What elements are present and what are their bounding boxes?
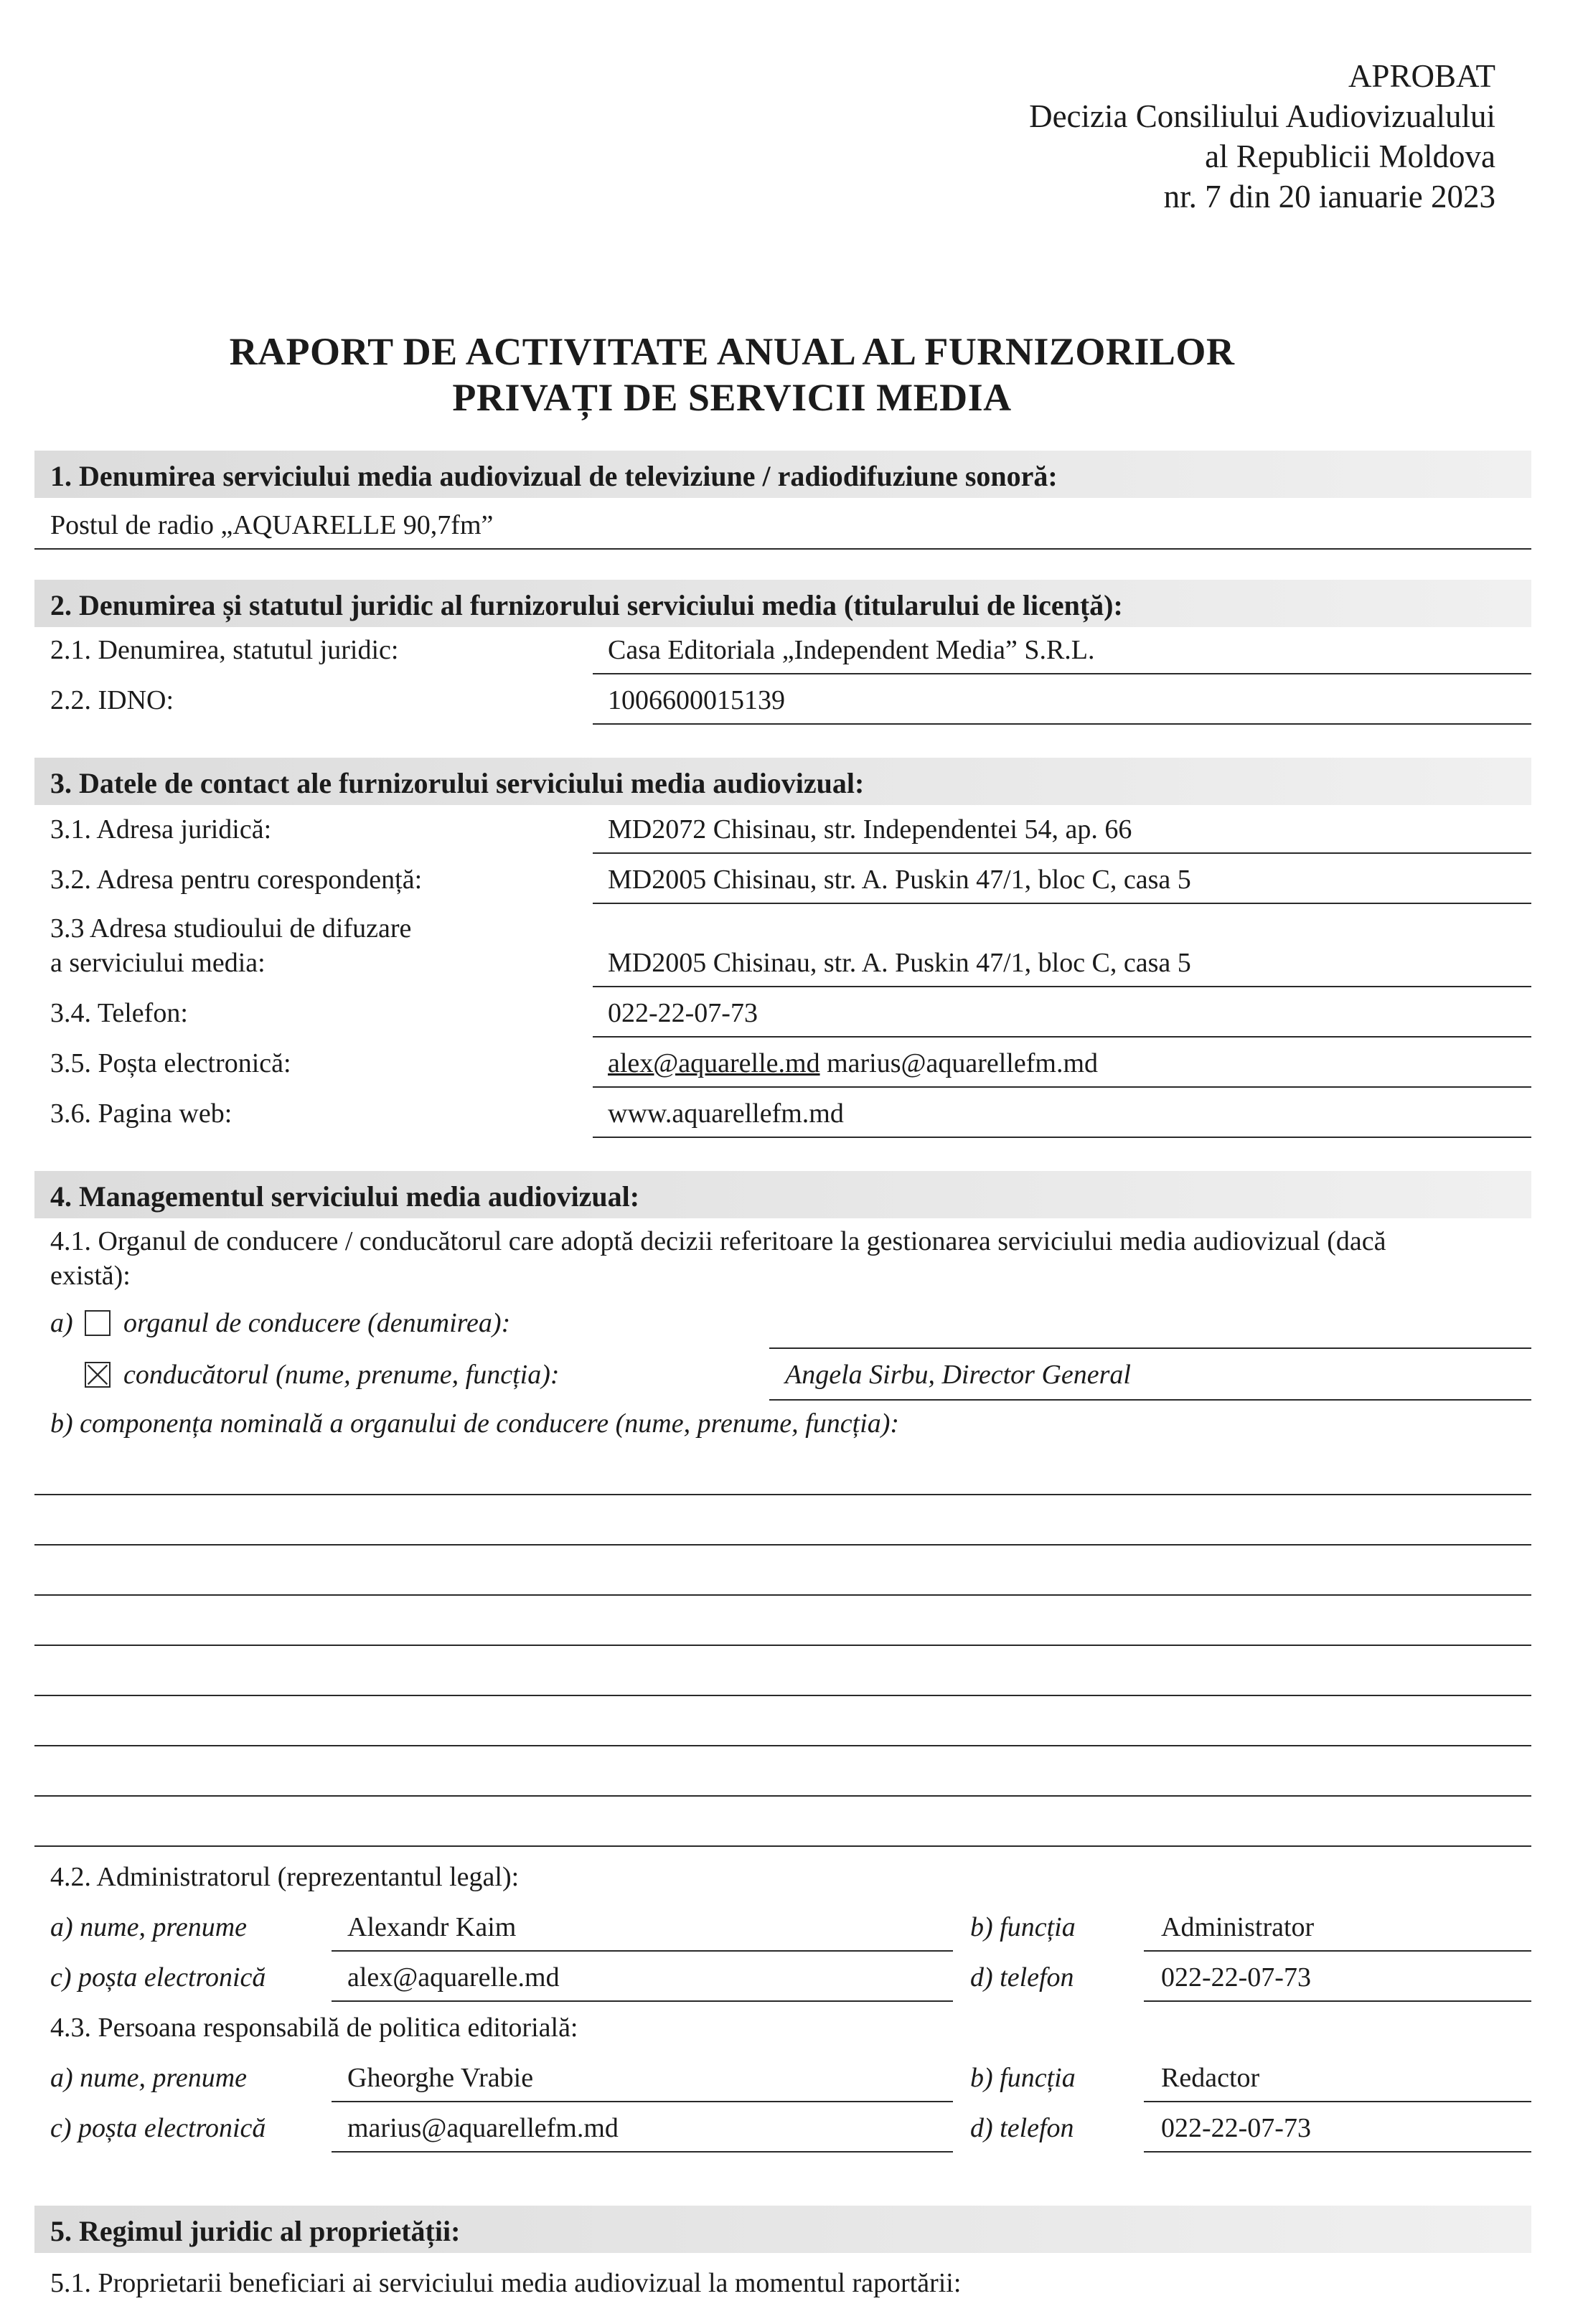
field-line [332, 2101, 953, 2102]
approval-line-4: nr. 7 din 20 ianuarie 2023 [1163, 179, 1495, 215]
blank-line [34, 1494, 1531, 1495]
field-line [593, 1086, 1531, 1088]
blank-line [34, 1845, 1531, 1847]
studio-address-value: MD2005 Chisinau, str. A. Puskin 47/1, bloc C, casa 5 [608, 948, 1191, 978]
q42-heading: 4.2. Administratorul (reprezentantul legal): [50, 1862, 520, 1892]
idno-label: 2.2. IDNO: [50, 685, 174, 715]
title-line-1: RAPORT DE ACTIVITATE ANUAL AL FURNIZORILOR [229, 330, 1235, 373]
editor-email-value: marius@aquarellefm.md [347, 2113, 619, 2143]
q43-heading: 4.3. Persoana responsabilă de politica editorială: [50, 2013, 578, 2043]
provider-name-value: Casa Editoriala „Independent Media” S.R.L. [608, 635, 1095, 665]
field-line [593, 852, 1531, 854]
email-value [608, 1048, 1098, 1079]
admin-email-label: c) poșta electronică [50, 1962, 266, 1993]
email-text-2: marius@aquarellefm.md [827, 1048, 1098, 1078]
approval-line-3: al Republicii Moldova [1205, 138, 1495, 174]
field-line [1144, 1950, 1531, 1952]
legal-address-value: MD2072 Chisinau, str. Independentei 54, ap. 66 [608, 814, 1132, 845]
field-line [593, 1137, 1531, 1138]
q41-text-line-1: 4.1. Organul de conducere / conducătorul care adoptă decizii referitoare la gestionarea serviciului media audiovizual (dacă [50, 1226, 1386, 1256]
field-line [1144, 2000, 1531, 2002]
editor-func-value: Redactor [1161, 2063, 1260, 2093]
checkbox-cross-icon [86, 1363, 109, 1386]
phone-label: 3.4. Telefon: [50, 998, 188, 1028]
field-line [332, 1950, 953, 1952]
blank-line [34, 1695, 1531, 1696]
rule-line [34, 548, 1531, 550]
email-link-1[interactable]: alex@aquarelle.md [608, 1048, 820, 1078]
title-line-2: PRIVAȚI DE SERVICII MEDIA [452, 376, 1012, 419]
editor-tel-value: 022-22-07-73 [1161, 2113, 1311, 2143]
studio-address-label-1: 3.3 Adresa studioului de difuzare [50, 913, 412, 944]
section-2-heading: 2. Denumirea și statutul juridic al furnizorului serviciului media (titularului de licență): [50, 589, 1123, 621]
legal-address-label: 3.1. Adresa juridică: [50, 814, 272, 845]
checkbox-empty-icon [86, 1312, 109, 1335]
field-line [332, 2151, 953, 2153]
phone-value: 022-22-07-73 [608, 998, 758, 1028]
media-service-name: Postul de radio „AQUARELLE 90,7fm” [50, 510, 494, 540]
section-4-heading: 4. Managementul serviciului media audiovizual: [50, 1180, 640, 1213]
q51-text: 5.1. Proprietarii beneficiari ai serviciului media audiovizual la momentul raportării: [50, 2268, 962, 2298]
section-3-heading: 3. Datele de contact ale furnizorului serviciului media audiovizual: [50, 767, 865, 799]
q41-text-line-2: există): [50, 1261, 131, 1291]
approval-line-1: APROBAT [1348, 58, 1495, 94]
admin-tel-value: 022-22-07-73 [1161, 1962, 1311, 1993]
admin-tel-label: d) telefon [970, 1962, 1074, 1993]
approval-block [1029, 56, 1495, 217]
blank-line [34, 1645, 1531, 1646]
head-person-checkbox[interactable] [85, 1362, 111, 1388]
option-a-letter: a) [50, 1308, 73, 1338]
blank-line [34, 1544, 1531, 1546]
board-composition-label: b) componența nominală a organului de conducere (nume, prenume, funcția): [50, 1408, 900, 1439]
idno-value: 1006600015139 [608, 685, 785, 715]
field-line [769, 1347, 1531, 1349]
section-1-heading: 1. Denumirea serviciului media audiovizual de televiziune / radiodifuziune sonoră: [50, 460, 1058, 492]
editor-func-label: b) funcția [970, 2063, 1076, 2093]
field-line [1144, 2101, 1531, 2102]
approval-line-2: Decizia Consiliului Audiovizualului [1029, 98, 1495, 134]
editor-email-label: c) poșta electronică [50, 2113, 266, 2143]
field-line [332, 2000, 953, 2002]
admin-name-label: a) nume, prenume [50, 1912, 248, 1942]
admin-func-label: b) funcția [970, 1912, 1076, 1942]
field-line [593, 986, 1531, 987]
field-line [593, 1036, 1531, 1038]
field-line [1144, 2151, 1531, 2153]
provider-name-label: 2.1. Denumirea, statutul juridic: [50, 635, 399, 665]
field-line [593, 903, 1531, 904]
admin-name-value: Alexandr Kaim [347, 1912, 517, 1942]
section-5-heading: 5. Regimul juridic al proprietății: [50, 2215, 461, 2247]
web-label: 3.6. Pagina web: [50, 1099, 232, 1129]
email-label: 3.5. Poșta electronică: [50, 1048, 291, 1078]
document-title [0, 329, 1464, 420]
admin-email-value: alex@aquarelle.md [347, 1962, 560, 1993]
option-a-label: organul de conducere (denumirea): [123, 1308, 511, 1338]
blank-line [34, 1594, 1531, 1596]
blank-line [34, 1745, 1531, 1746]
governing-body-checkbox[interactable] [85, 1310, 111, 1336]
editor-tel-label: d) telefon [970, 2113, 1074, 2143]
web-value: www.aquarellefm.md [608, 1099, 844, 1129]
editor-name-value: Gheorghe Vrabie [347, 2063, 534, 2093]
head-person-value: Angela Sirbu, Director General [785, 1360, 1131, 1390]
field-line [593, 723, 1531, 725]
editor-name-label: a) nume, prenume [50, 2063, 248, 2093]
blank-line [34, 1795, 1531, 1797]
field-line [769, 1399, 1531, 1401]
studio-address-label-2: a serviciului media: [50, 948, 266, 978]
admin-func-value: Administrator [1161, 1912, 1315, 1942]
option-b-label: conducătorul (nume, prenume, funcția): [123, 1360, 560, 1390]
mail-address-value: MD2005 Chisinau, str. A. Puskin 47/1, bloc C, casa 5 [608, 865, 1191, 895]
mail-address-label: 3.2. Adresa pentru corespondență: [50, 865, 423, 895]
field-line [593, 673, 1531, 674]
